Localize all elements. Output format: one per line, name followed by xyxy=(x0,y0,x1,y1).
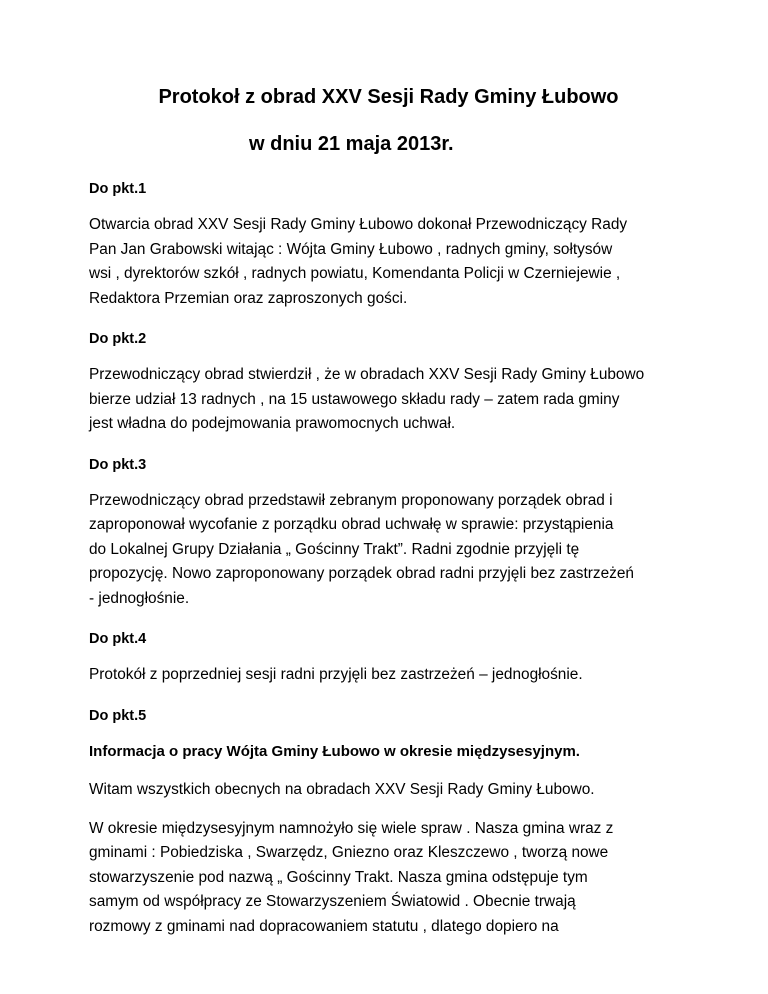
section-heading-5: Do pkt.5 xyxy=(89,707,147,724)
section-heading-4: Do pkt.4 xyxy=(89,631,147,647)
paragraph-line: Przewodniczący obrad przedstawił zebranym proponowany porządek obrad i xyxy=(89,491,613,509)
paragraph-line: stowarzyszenie pod nazwą „ Gościnny Trakt. Nasza gmina odstępuje tym xyxy=(89,868,588,886)
paragraph-line: gminami : Pobiedziska , Swarzędz, Gniezno oraz Kleszczewo , tworzą nowe xyxy=(89,844,609,861)
paragraph-line: Otwarcia obrad XXV Sesji Rady Gminy Łubowo dokonał Przewodniczący Rady xyxy=(89,216,628,233)
section-heading-2: Do pkt.2 xyxy=(89,331,147,347)
paragraph-line: wsi , dyrektorów szkół , radnych powiatu, Komendanta Policji w Czerniejewie , xyxy=(89,265,621,282)
paragraph-line: Redaktora Przemian oraz zaproszonych gości. xyxy=(89,289,408,307)
paragraph-line: - jednogłośnie. xyxy=(89,589,190,607)
greeting-line: Witam wszystkich obecnych na obradach XXV Sesji Rady Gminy Łubowo. xyxy=(89,781,595,798)
section-paragraph-4 xyxy=(89,663,680,688)
paragraph-line: rozmowy z gminami nad dopracowaniem statutu , dlatego dopiero na xyxy=(89,917,559,935)
paragraph-line: propozycję. Nowo zaproponowany porządek obrad radni przyjęli bez zastrzeżeń xyxy=(89,565,634,582)
section-paragraph-3 xyxy=(89,489,680,612)
section-paragraph-1 xyxy=(89,213,680,311)
section-paragraph-2 xyxy=(89,363,680,437)
document-date: w dniu 21 maja 2013r. xyxy=(249,133,454,155)
paragraph-line: Przewodniczący obrad stwierdził , że w obradach XXV Sesji Rady Gminy Łubowo xyxy=(89,366,645,383)
document-title: Protokoł z obrad XXV Sesji Rady Gminy Łubowo xyxy=(158,86,619,108)
paragraph-line: jest władna do podejmowania prawomocnych uchwał. xyxy=(89,415,456,432)
paragraph-line: Pan Jan Grabowski witając : Wójta Gminy Łubowo , radnych gminy, sołtysów xyxy=(89,240,613,258)
paragraph-line: zaproponował wycofanie z porządku obrad uchwałę w sprawie: przystąpienia xyxy=(89,516,614,533)
paragraph-line: do Lokalnej Grupy Działania „ Gościnny Trakt”. Radni zgodnie przyjęli tę xyxy=(89,540,580,558)
section-heading-1: Do pkt.1 xyxy=(89,181,147,197)
paragraph-line: samym od współpracy ze Stowarzyszeniem Światowid . Obecnie trwają xyxy=(89,893,576,910)
paragraph-line: Protokół z poprzedniej sesji radni przyjęli bez zastrzeżeń – jednogłośnie. xyxy=(89,666,583,683)
section-heading-3: Do pkt.3 xyxy=(89,456,147,473)
section-paragraph-5 xyxy=(89,817,680,940)
report-subtitle: Informacja o pracy Wójta Gminy Łubowo w okresie międzysesyjnym. xyxy=(89,742,580,760)
paragraph-line: bierze udział 13 radnych , na 15 ustawowego składu rady – zatem rada gminy xyxy=(89,390,620,408)
paragraph-line: W okresie międzysesyjnym namnożyło się wiele spraw . Nasza gmina wraz z xyxy=(89,819,614,837)
